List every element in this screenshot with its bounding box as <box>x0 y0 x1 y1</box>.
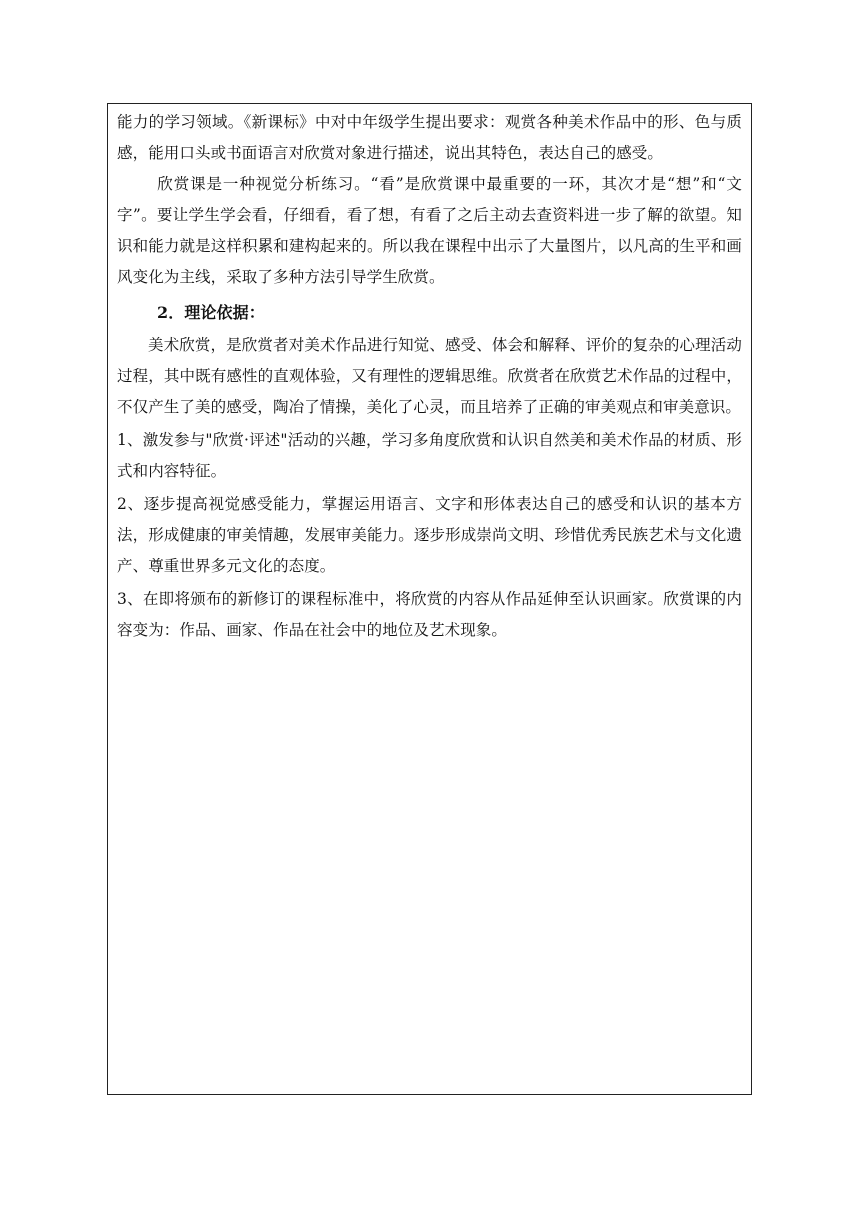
section-heading-theory-basis: 2．理论依据： <box>157 303 265 322</box>
paragraph-curriculum-requirement: 能力的学习领域。《新课标》中对中年级学生提出要求：观赏各种美术作品中的形、色与质感，能用口头或书面语言对欣赏对象进行描述，说出其特色，表达自己的感受。 <box>117 113 742 162</box>
list-item-2: 2、逐步提高视觉感受能力，掌握运用语言、文字和形体表达自己的感受和认识的基本方法，形成健康的审美情趣，发展审美能力。逐步形成崇尚文明、珍惜优秀民族艺术与文化遗产、尊重世界多元文化的态度。 <box>117 495 742 575</box>
paragraph-art-appreciation: 美术欣赏，是欣赏者对美术作品进行知觉、感受、体会和解释、评价的复杂的心理活动过程，其中既有感性的直观体验，又有理性的逻辑思维。欣赏者在欣赏艺术作品的过程中，不仅产生了美的感受，陶冶了情操，美化了心灵，而且培养了正确的审美观点和审美意识。 <box>117 336 742 416</box>
document-body <box>117 104 742 646</box>
paragraph-appreciation-class: 欣赏课是一种视觉分析练习。“看”是欣赏课中最重要的一环，其次才是“想”和“文字”。要让学生学会看，仔细看，看了想，有看了之后主动去查资料进一步了解的欲望。知识和能力就是这样积累和建构起来的。所以我在课程中出示了大量图片，以凡高的生平和画风变化为主线，采取了多种方法引导学生欣赏。 <box>117 175 742 286</box>
document-table-cell <box>107 103 752 1095</box>
list-item-1: 1、激发参与"欣赏·评述"活动的兴趣，学习多角度欣赏和认识自然美和美术作品的材质、形式和内容特征。 <box>117 431 742 480</box>
list-item-3: 3、在即将颁布的新修订的课程标准中，将欣赏的内容从作品延伸至认识画家。欣赏课的内容变为：作品、画家、作品在社会中的地位及艺术现象。 <box>117 590 742 639</box>
